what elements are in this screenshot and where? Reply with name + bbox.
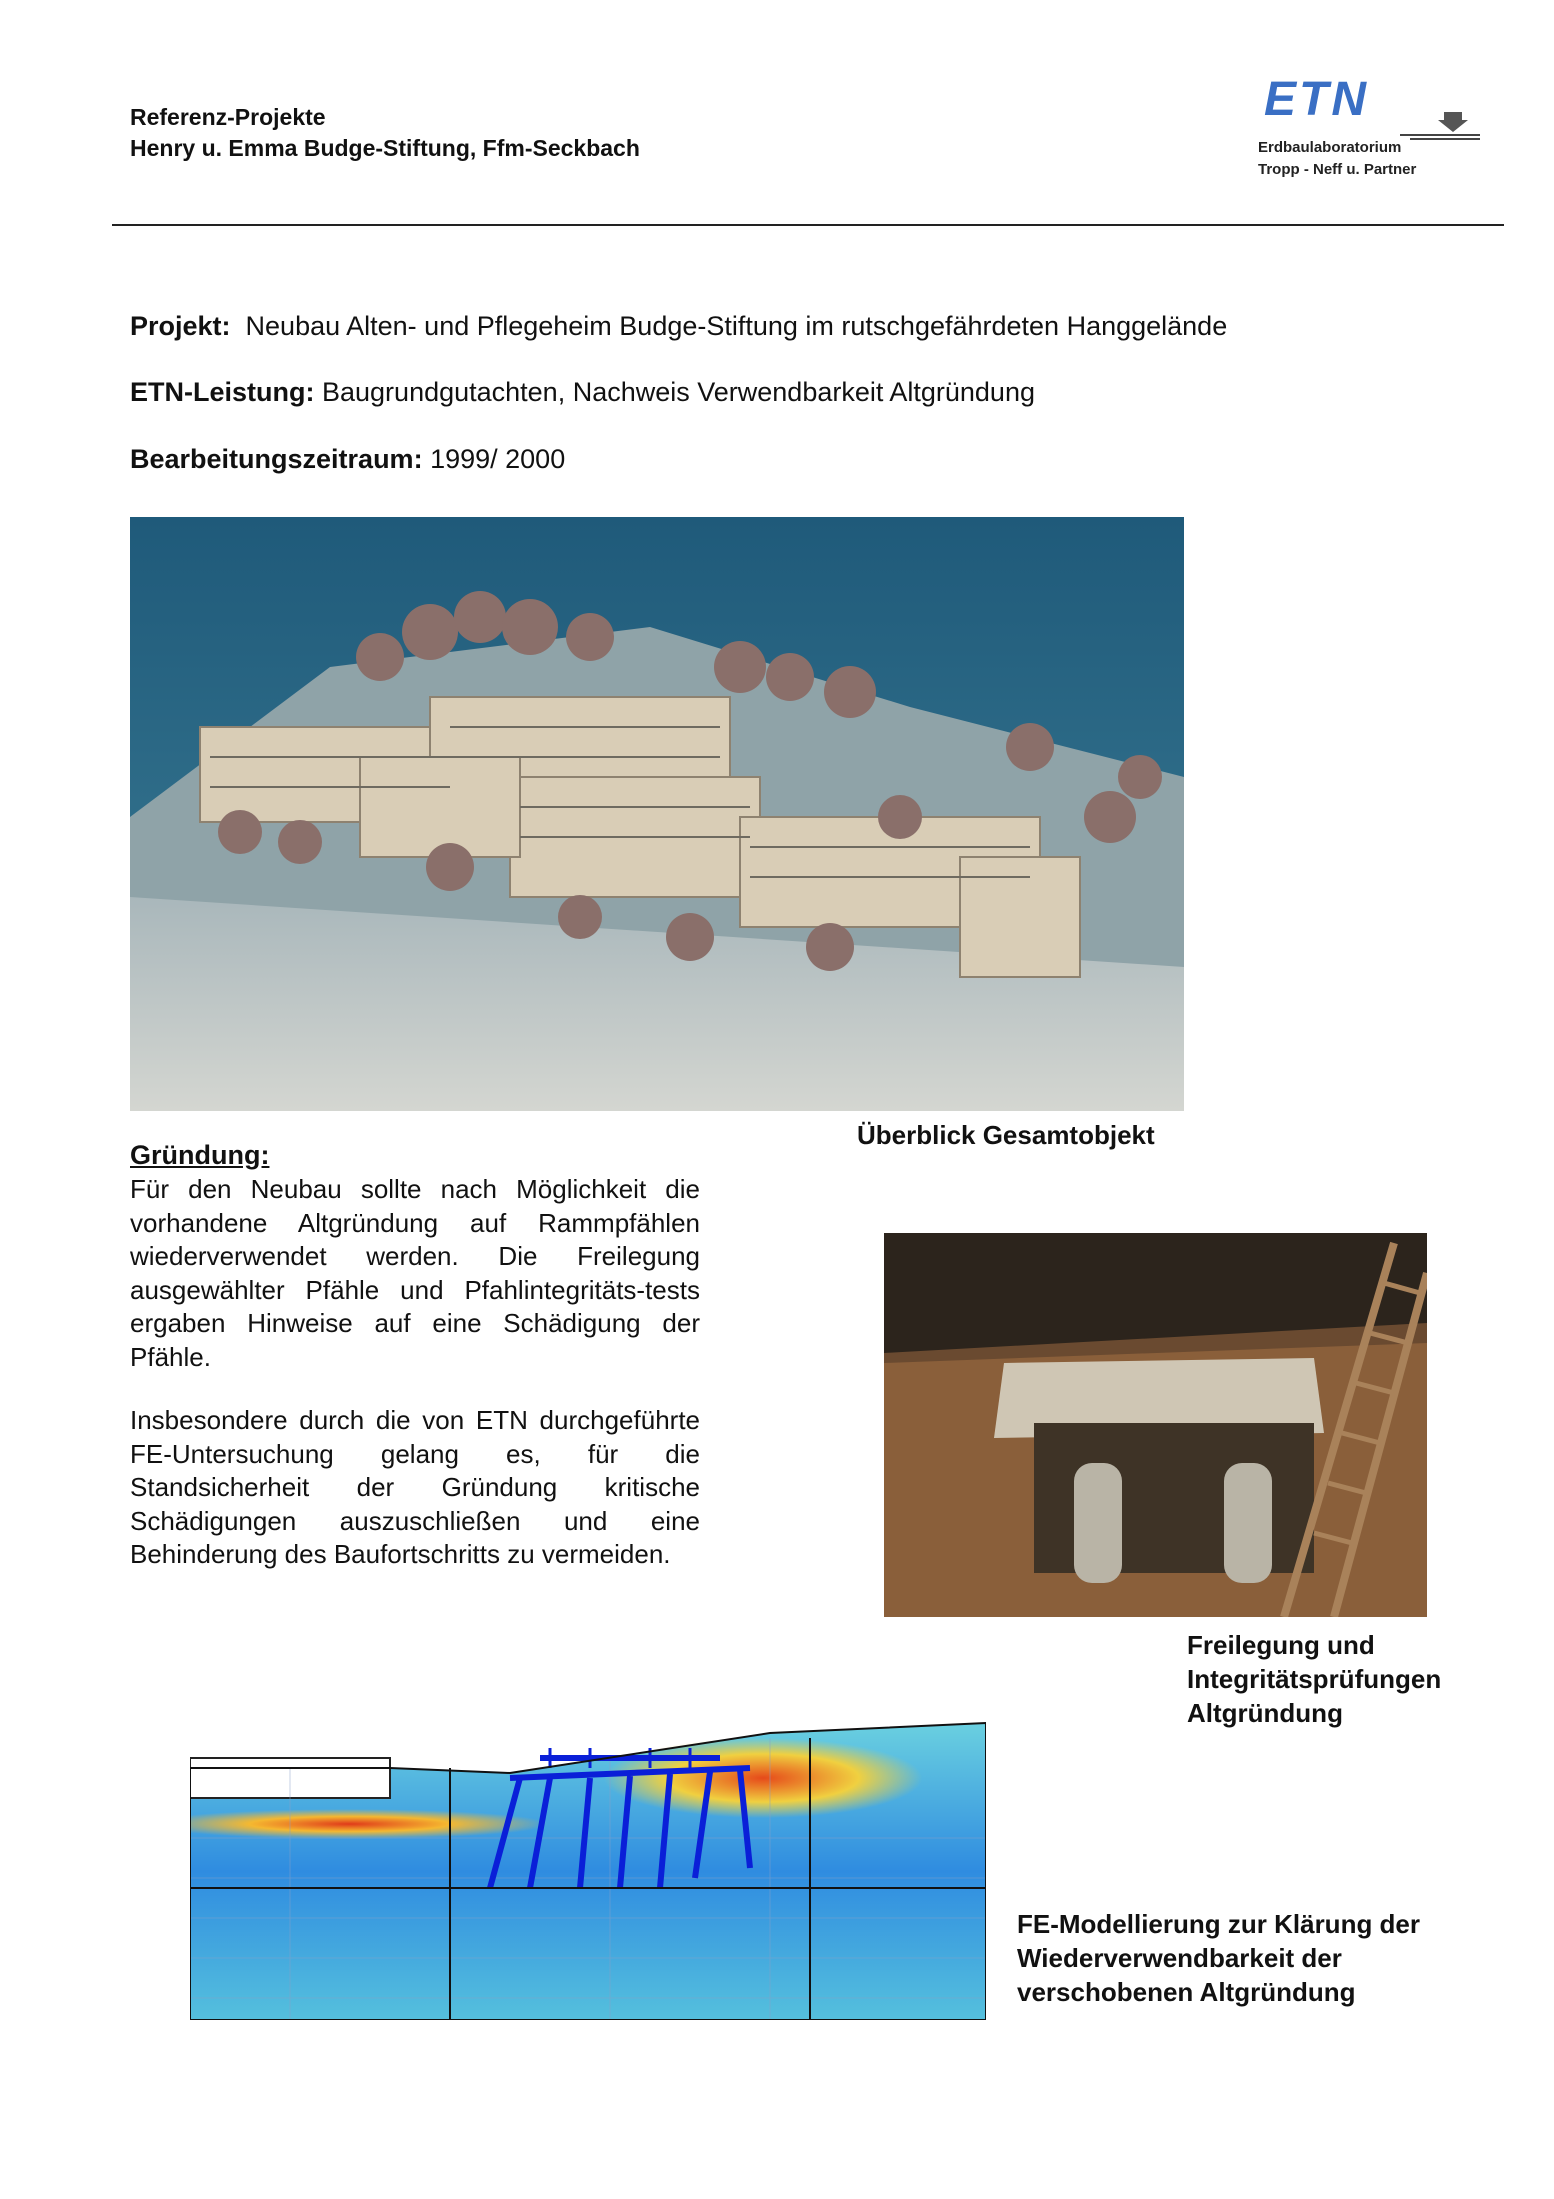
excavation-caption-3: Altgründung [1187,1698,1343,1728]
logo-line1: Erdbaulaboratorium [1258,139,1402,156]
gruendung-paragraph-1: Für den Neubau sollte nach Möglichkeit die vorhandene Altgründung auf Rammpfählen wiederverwendet werden. Die Freilegung ausgewählter Pfähle und Pfahlintegritäts-tests ergaben Hinweise auf eine Schädigung der Pfähle. [130,1174,700,1372]
leistung-value: Baugrundgutachten, Nachweis Verwendbarkeit Altgründung [322,377,1035,407]
zeitraum-value: 1999/ 2000 [430,444,566,474]
excavation-photo [884,1233,1427,1617]
logo-line2: Tropp - Neff u. Partner [1258,161,1417,178]
logo-arrow-icon [1258,72,1498,142]
fe-caption [1017,1907,1517,2009]
zeitraum-line [130,444,565,475]
header-title: Referenz-Projekte [130,104,326,130]
excavation-caption [1187,1628,1507,1730]
header-text [130,102,640,164]
fe-caption-2: Wiederverwendbarkeit der [1017,1943,1342,1973]
gruendung-heading: Gründung: [130,1140,270,1170]
logo-wordmark: ETN [1264,73,1369,126]
overview-model-photo [130,517,1184,1111]
zeitraum-label: Bearbeitungszeitraum: [130,444,423,474]
leistung-label: ETN-Leistung: [130,377,315,407]
leistung-line [130,377,1035,408]
projekt-value: Neubau Alten- und Pflegeheim Budge-Stiftung im rutschgefährdeten Hanggelände [245,311,1228,341]
etn-logo [1258,72,1498,192]
gruendung-paragraph-2: Insbesondere durch die von ETN durchgeführte FE-Untersuchung gelang es, für die Standsicherheit der Gründung kritische Schädigungen auszuschließen und eine Behinderung des Baufortschritts zu vermeiden. [130,1405,700,1569]
project-line [130,311,1227,342]
overview-caption: Überblick Gesamtobjekt [857,1120,1155,1150]
projekt-label: Projekt: [130,311,231,341]
fe-caption-1: FE-Modellierung zur Klärung der [1017,1909,1421,1939]
fe-caption-3: verschobenen Altgründung [1017,1977,1356,2007]
excavation-caption-2: Integritätsprüfungen [1187,1664,1442,1694]
header-divider [112,224,1504,226]
excavation-caption-1: Freilegung und [1187,1630,1375,1660]
fe-model-figure [190,1718,986,2020]
header-subtitle: Henry u. Emma Budge-Stiftung, Ffm-Seckbach [130,135,640,161]
